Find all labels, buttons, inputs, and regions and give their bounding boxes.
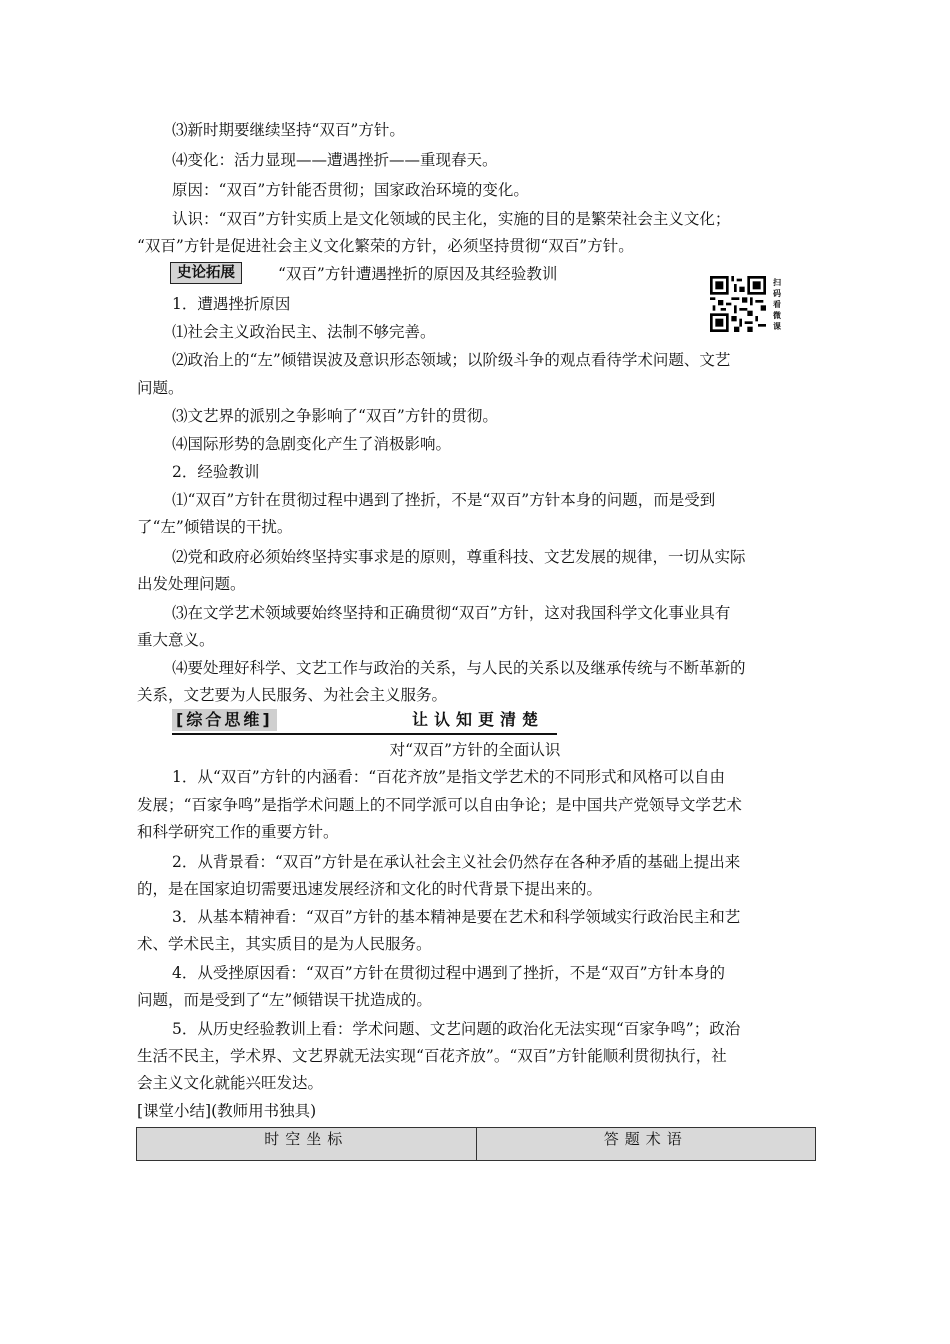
synthesis-item-5-line1: 5．从历史经验教训上看：学术问题、文艺问题的政治化无法实现“百家争鸣”；政治 — [172, 1020, 741, 1038]
synthesis-item-2-line1: 2．从背景看：“双百”方针是在承认社会主义社会仍然存在各种矛盾的基础上提出来 — [172, 853, 741, 871]
lesson-item-2-line2: 出发处理问题。 — [137, 575, 246, 593]
intro-point-4: ⑷变化：活力显现——遭遇挫折——重现春天。 — [172, 151, 498, 169]
reason-item-3: ⑶文艺界的派别之争影响了“双百”方针的贯彻。 — [172, 407, 498, 425]
lesson-item-4-line2: 关系，文艺要为人民服务、为社会主义服务。 — [137, 686, 448, 704]
section-heading-lessons: 2．经验教训 — [172, 463, 260, 481]
reason-item-2-line2: 问题。 — [137, 379, 184, 397]
reason-item-1: ⑴社会主义政治民主、法制不够完善。 — [172, 323, 436, 341]
lesson-item-4-line1: ⑷要处理好科学、文艺工作与政治的关系，与人民的关系以及继承传统与不断革新的 — [172, 659, 746, 677]
intro-point-3: ⑶新时期要继续坚持“双百”方针。 — [172, 121, 405, 139]
synthesis-banner — [172, 709, 557, 735]
synthesis-item-5-line2: 生活不民主，学术界、文艺界就无法实现“百花齐放”。“双百”方针能顺利贯彻执行，社 — [137, 1047, 727, 1065]
summary-col-spacetime: 时空坐标 — [264, 1130, 349, 1148]
synthesis-label: [综合思维] — [172, 709, 277, 731]
summary-table-header — [136, 1127, 816, 1161]
synthesis-item-4-line2: 问题，而是受到了“左”倾错误干扰造成的。 — [137, 991, 432, 1009]
extension-tag: 史论拓展 — [170, 262, 242, 284]
extension-title: “双百”方针遭遇挫折的原因及其经验教训 — [278, 265, 558, 283]
reason-item-2-line1: ⑵政治上的“左”倾错误波及意识形态领域；以阶级斗争的观点看待学术问题、文艺 — [172, 351, 731, 369]
qr-code-icon[interactable] — [710, 276, 766, 332]
lesson-item-3-line1: ⑶在文学艺术领域要始终坚持和正确贯彻“双百”方针，这对我国科学文化事业具有 — [172, 604, 731, 622]
synthesis-item-3-line2: 术、学术民主，其实质目的是为人民服务。 — [137, 935, 432, 953]
lesson-item-1-line1: ⑴“双百”方针在贯彻过程中遇到了挫折，不是“双百”方针本身的问题，而是受到 — [172, 491, 716, 509]
synthesis-item-1-line1: 1．从“双百”方针的内涵看：“百花齐放”是指文学艺术的不同形式和风格可以自由 — [172, 768, 726, 786]
summary-heading: [课堂小结](教师用书独具) — [137, 1102, 317, 1120]
synthesis-item-2-line2: 的，是在国家迫切需要迅速发展经济和文化的时代背景下提出来的。 — [137, 880, 603, 898]
synthesis-item-1-line2: 发展；“百家争鸣”是指学术问题上的不同学派可以自由争论；是中国共产党领导文学艺术 — [137, 796, 742, 814]
section-heading-reasons: 1．遭遇挫折原因 — [172, 295, 291, 313]
intro-understanding-line2: “双百”方针是促进社会主义文化繁荣的方针，必须坚持贯彻“双百”方针。 — [137, 237, 634, 255]
synthesis-item-4-line1: 4．从受挫原因看：“双百”方针在贯彻过程中遇到了挫折，不是“双百”方针本身的 — [172, 964, 726, 982]
reason-item-4: ⑷国际形势的急剧变化产生了消极影响。 — [172, 435, 452, 453]
lesson-item-1-line2: 了“左”倾错误的干扰。 — [137, 518, 293, 536]
qr-caption: 扫码看微课 — [773, 278, 781, 331]
summary-col-terms: 答题术语 — [476, 1128, 816, 1160]
synthesis-item-1-line3: 和科学研究工作的重要方针。 — [137, 823, 339, 841]
intro-understanding-line1: 认识：“双百”方针实质上是文化领域的民主化，实施的目的是繁荣社会主义文化； — [172, 210, 731, 228]
lesson-item-3-line2: 重大意义。 — [137, 631, 215, 649]
synthesis-slogan: 让认知更清楚 — [412, 710, 545, 729]
synthesis-item-3-line1: 3．从基本精神看：“双百”方针的基本精神是要在艺术和科学领域实行政治民主和艺 — [172, 908, 741, 926]
lesson-item-2-line1: ⑵党和政府必须始终坚持实事求是的原则，尊重科技、文艺发展的规律，一切从实际 — [172, 548, 746, 566]
intro-reason: 原因：“双百”方针能否贯彻；国家政治环境的变化。 — [172, 181, 529, 199]
synthesis-item-5-line3: 会主义文化就能兴旺发达。 — [137, 1074, 324, 1092]
synthesis-title: 对“双百”方针的全面认识 — [389, 741, 561, 759]
